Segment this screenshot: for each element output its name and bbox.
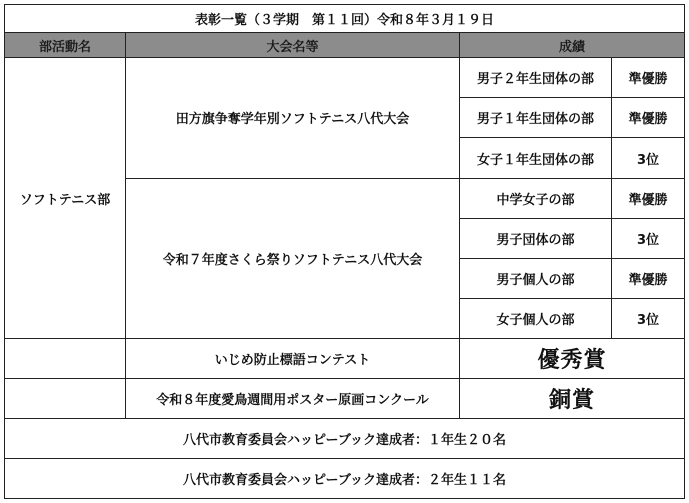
award-table — [4, 4, 685, 499]
division-cell: 男子２年生団体の部 — [460, 58, 612, 98]
header-club: 部活動名 — [5, 32, 126, 58]
contest-name-cell: いじめ防止標語コンテスト — [126, 338, 460, 378]
result-cell: 準優勝 — [612, 58, 685, 98]
empty-club-cell — [5, 338, 126, 378]
event-name-cell: 令和７年度さくら祭りソフトテニス八代大会 — [126, 178, 460, 338]
table-row — [5, 458, 685, 498]
result-cell: 3位 — [612, 298, 685, 338]
footer-note: 八代市教育委員会ハッピーブック達成者：１年生２０名 — [5, 418, 685, 458]
table-row — [5, 378, 685, 418]
footer-note: 八代市教育委員会ハッピーブック達成者：２年生１１名 — [5, 458, 685, 498]
table-row — [5, 418, 685, 458]
empty-club-cell — [5, 378, 126, 418]
division-cell: 女子１年生団体の部 — [460, 138, 612, 178]
division-cell: 男子個人の部 — [460, 258, 612, 298]
header-event: 大会名等 — [126, 32, 460, 58]
result-cell: 準優勝 — [612, 98, 685, 138]
result-cell: 準優勝 — [612, 258, 685, 298]
club-name-cell: ソフトテニス部 — [5, 58, 126, 338]
award-cell: 優秀賞 — [460, 338, 685, 378]
result-cell: 3位 — [612, 218, 685, 258]
title-row — [5, 5, 685, 33]
result-cell: 3位 — [612, 138, 685, 178]
result-cell: 準優勝 — [612, 178, 685, 218]
header-result: 成績 — [460, 32, 685, 58]
table-row — [5, 58, 685, 98]
award-cell: 銅賞 — [460, 378, 685, 418]
contest-name-cell: 令和８年度愛鳥週間用ポスター原画コンクール — [126, 378, 460, 418]
event-name-cell: 田方旗争奪学年別ソフトテニス八代大会 — [126, 58, 460, 178]
division-cell: 中学女子の部 — [460, 178, 612, 218]
division-cell: 女子個人の部 — [460, 298, 612, 338]
table-title: 表彰一覧（３学期 第１１回）令和８年３月１９日 — [5, 5, 685, 33]
header-row — [5, 32, 685, 58]
division-cell: 男子団体の部 — [460, 218, 612, 258]
division-cell: 男子１年生団体の部 — [460, 98, 612, 138]
table-row — [5, 338, 685, 378]
